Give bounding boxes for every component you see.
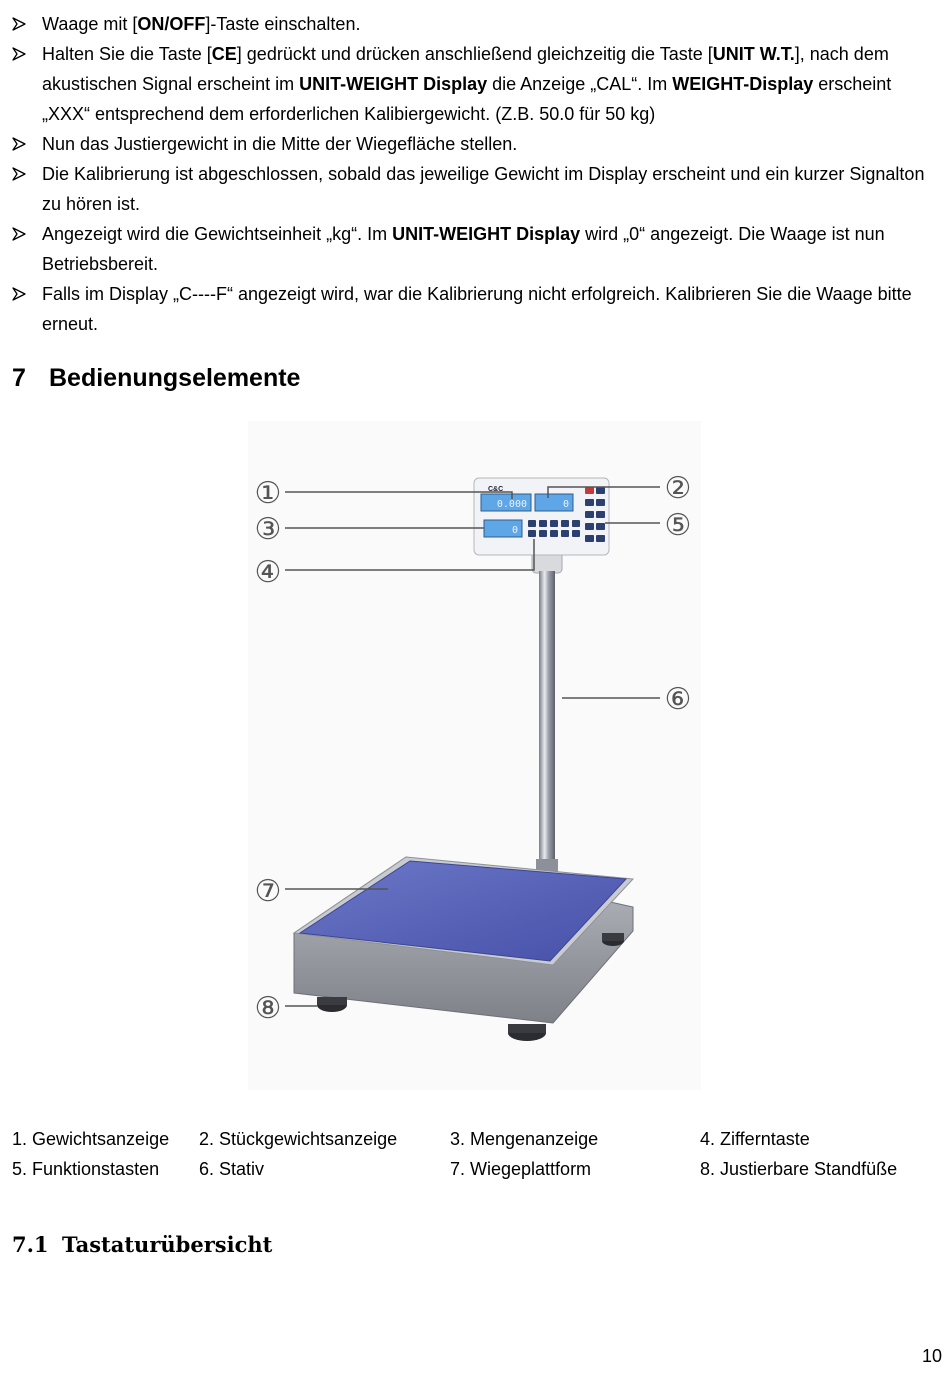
indicator-head [474, 478, 609, 555]
section-number: 7 [12, 364, 26, 392]
instruction-text: ] gedrückt und drücken anschließend gleichzeitig die Taste [ [236, 44, 713, 64]
subsection-heading [12, 1228, 272, 1262]
instruction-item [12, 219, 942, 279]
weight-readout: 0.000 [496, 499, 527, 510]
instruction-list [12, 9, 942, 339]
bold-text: ON/OFF [137, 14, 206, 34]
instruction-text: Falls im Display „C----F“ angezeigt wird, war die Kalibrierung nicht erfolgreich. Kalibrieren Sie die Waage bitte erneut. [42, 284, 912, 334]
callout-8: ⑧ [254, 991, 282, 1026]
bold-text: WEIGHT-Display [672, 74, 814, 94]
instruction-item [12, 9, 942, 39]
instruction-text: ], nach dem akustischen Signal erscheint im [42, 44, 889, 94]
brand-label: C&C [488, 486, 504, 493]
arrow-bullet-icon [12, 39, 30, 69]
callout-6: ⑥ [664, 682, 692, 717]
instruction-text: Angezeigt wird die Gewichtseinheit „kg“. Im [42, 224, 393, 244]
callout-3: ③ [254, 512, 282, 547]
legend-item: 8. Justierbare Standfüße [700, 1159, 898, 1179]
instruction-text: die Anzeige „CAL“. Im [487, 74, 673, 94]
bold-text: UNIT-WEIGHT Display [299, 74, 488, 94]
legend-item: 2. Stückgewichtsanzeige [199, 1129, 398, 1149]
section-heading [12, 358, 300, 398]
instruction-text: Die Kalibrierung ist abgeschlossen, sobald das jeweilige Gewicht im Display erscheint und ein kurzer Signalton zu hören ist. [42, 164, 925, 214]
instruction-text: ]-Taste einschalten. [205, 14, 361, 34]
subsection-number: 7.1 [12, 1232, 49, 1257]
arrow-bullet-icon [12, 159, 30, 189]
instruction-text: Waage mit [ [42, 14, 138, 34]
unit-weight-readout: 0 [562, 499, 569, 510]
instruction-text: Halten Sie die Taste [ [42, 44, 212, 64]
instruction-item [12, 159, 942, 219]
callout-7: ⑦ [254, 874, 282, 909]
arrow-bullet-icon [12, 9, 30, 39]
bold-text: UNIT-WEIGHT Display [392, 224, 581, 244]
scale-photo [248, 421, 701, 1090]
instruction-item [12, 129, 942, 159]
callout-2: ② [664, 471, 692, 506]
bold-text: CE [211, 44, 237, 64]
stand [532, 549, 562, 875]
instruction-text: wird „0“ angezeigt. Die Waage ist nun Betriebsbereit. [42, 224, 885, 274]
bold-text: UNIT W.T. [712, 44, 795, 64]
instruction-text: erscheint „XXX“ entsprechend dem erforderlichen Kalibiergewicht. (Z.B. 50.0 für 50 kg) [42, 74, 892, 124]
instruction-text: Nun das Justiergewicht in die Mitte der Wiegefläche stellen. [42, 134, 518, 154]
section-title: Bedienungselemente [49, 364, 301, 392]
page-number: 10 [921, 1346, 942, 1366]
legend-item: 7. Wiegeplattform [450, 1159, 592, 1179]
legend-item: 1. Gewichtsanzeige [12, 1129, 170, 1149]
arrow-bullet-icon [12, 129, 30, 159]
legend-item: 6. Stativ [199, 1159, 265, 1179]
callout-5: ⑤ [664, 508, 692, 543]
legend-item: 5. Funktionstasten [12, 1159, 160, 1179]
arrow-bullet-icon [12, 219, 30, 249]
instruction-item [12, 279, 942, 339]
subsection-title: Tastaturübersicht [62, 1232, 273, 1257]
legend-item: 3. Mengenanzeige [450, 1129, 599, 1149]
legend-item: 4. Zifferntaste [700, 1129, 810, 1149]
callout-1: ① [254, 476, 282, 511]
callout-4: ④ [254, 555, 282, 590]
instruction-item [12, 39, 942, 129]
arrow-bullet-icon [12, 279, 30, 309]
count-readout: 0 [511, 525, 518, 536]
